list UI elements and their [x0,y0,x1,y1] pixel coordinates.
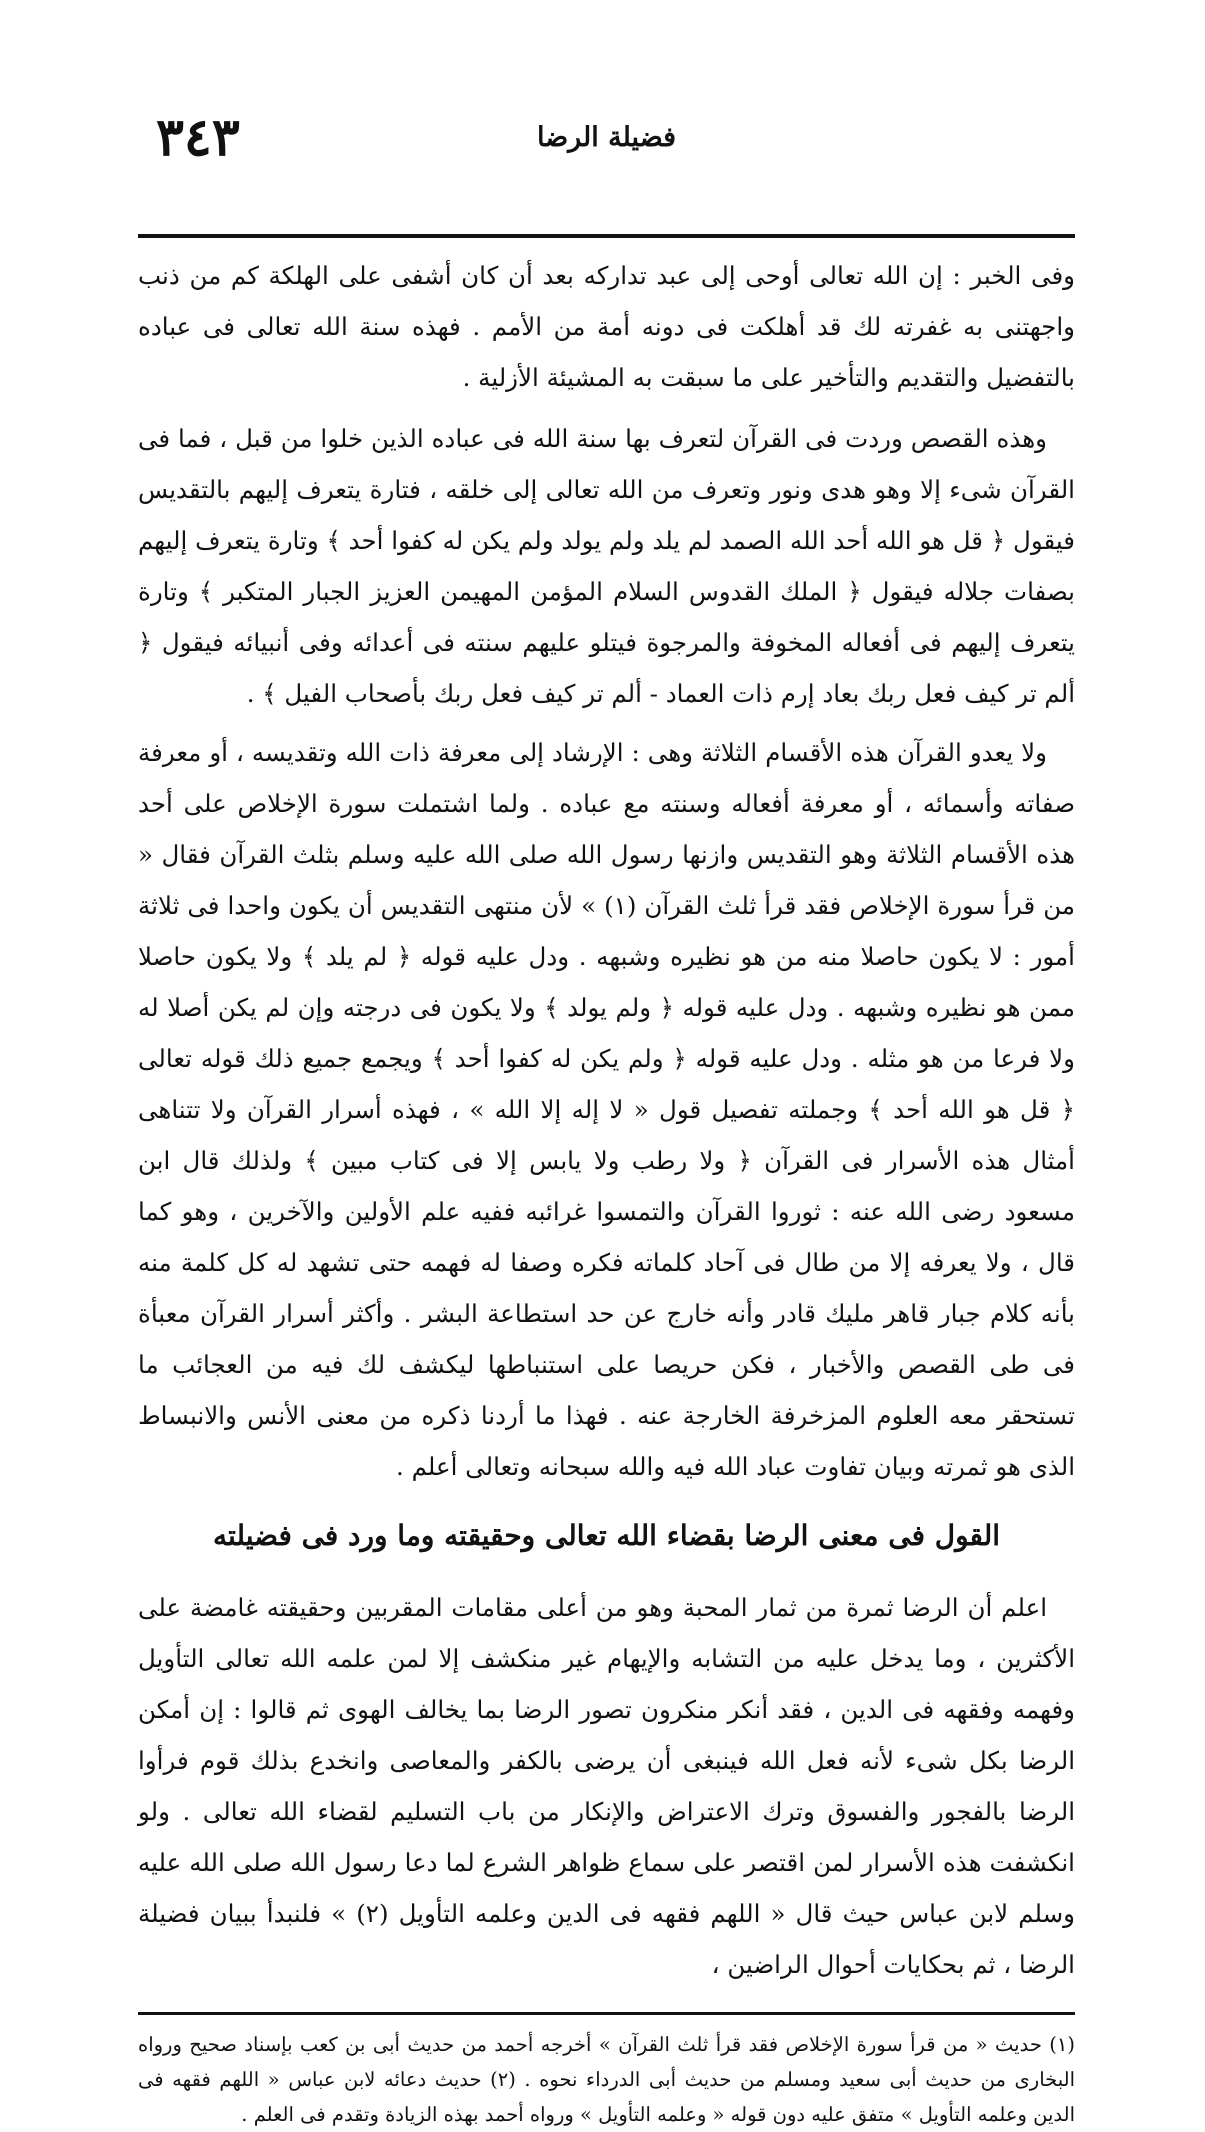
paragraph-hadith-intro: وفى الخبر : إن الله تعالى أوحى إلى عبد تداركه بعد أن كان أشفى على الهلكة كم من ذنب واجهتنى به غفرته لك قد أهلكت فى دونه أمة من الأمم . فهذه سنة الله تعالى فى عباده بالتفضيل والتقديم والتأخير على ما سبقت به المشيئة الأزلية . [138,261,1075,392]
running-title: فضيلة الرضا [536,122,677,153]
page-number: ٣٤٣ [156,107,240,168]
paragraph-quran-stories: وهذه القصص وردت فى القرآن لتعرف بها سنة الله فى عباده الذين خلوا من قبل ، فما فى القرآن شىء إلا وهو هدى ونور وتعرف من الله تعالى إلى خلقه ، فتارة يتعرف إليهم بالتقديس فيقول ﴿ قل هو الله أحد الله الصمد لم يلد ولم يولد ولم يكن له كفوا أحد ﴾ وتارة يتعرف إليهم بصفات جلاله فيقول ﴿ الملك القدوس السلام المؤمن المهيمن العزيز الجبار المتكبر ﴾ وتارة يتعرف إليهم فى أفعاله المخوفة والمرجوة فيتلو عليهم سنته فى أعدائه وفى أنبيائه فيقول ﴿ ألم تر كيف فعل ربك بعاد إرم ذات العماد - ألم تر كيف فعل ربك بأصحاب الفيل ﴾ . [138,424,1075,708]
footnote-divider [138,2012,1075,2015]
header-divider [138,234,1075,238]
section-heading: القول فى معنى الرضا بقضاء الله تعالى وحقيقته وما ورد فى فضيلته [212,1519,1001,1552]
paragraph-rida-meaning: اعلم أن الرضا ثمرة من ثمار المحبة وهو من أعلى مقامات المقربين وحقيقته غامضة على الأكثرين ، وما يدخل عليه من التشابه والإيهام غير منكشف إلا لمن علمه الله تعالى التأويل وفهمه وفقهه فى الدين ، فقد أنكر منكرون تصور الرضا بما يخالف الهوى ثم قالوا : إن أمكن الرضا بكل شىء لأنه فعل الله فينبغى أن يرضى بالكفر والمعاصى وانخدع بذلك قوم فرأوا الرضا بالفجور والفسوق وترك الاعتراض والإنكار من باب التسليم لقضاء الله تعالى . ولو انكشفت هذه الأسرار لمن اقتصر على سماع ظواهر الشرع لما دعا رسول الله صلى الله عليه وسلم لابن عباس حيث قال « اللهم فقهه فى الدين وعلمه التأويل (٢) » فلنبدأ ببيان فضيلة الرضا ، ثم بحكايات أحوال الراضين ، [138,1593,1075,1980]
page-header [138,70,1075,168]
footnotes: (١) حديث « من قرأ سورة الإخلاص فقد قرأ ثلث القرآن » أخرجه أحمد من حديث أبى بن كعب بإسناد صحيح ورواه البخارى من حديث أبى سعيد ومسلم من حديث أبى الدرداء نحوه . (٢) حديث دعائه لابن عباس « اللهم فقهه فى الدين وعلمه التأويل » متفق عليه دون قوله « وعلمه التأويل » ورواه أحمد بهذه الزيادة وتقدم فى العلم . [138,2033,1075,2127]
paragraph-three-divisions: ولا يعدو القرآن هذه الأقسام الثلاثة وهى : الإرشاد إلى معرفة ذات الله وتقديسه ، أو معرفة صفاته وأسمائه ، أو معرفة أفعاله وسنته مع عباده . ولما اشتملت سورة الإخلاص على أحد هذه الأقسام الثلاثة وهو التقديس وازنها رسول الله صلى الله عليه وسلم بثلث القرآن فقال « من قرأ سورة الإخلاص فقد قرأ ثلث القرآن (١) » لأن منتهى التقديس أن يكون واحدا فى ثلاثة أمور : لا يكون حاصلا منه من هو نظيره وشبهه . ودل عليه قوله ﴿ لم يلد ﴾ ولا يكون حاصلا ممن هو نظيره وشبهه . ودل عليه قوله ﴿ ولم يولد ﴾ ولا يكون فى درجته وإن لم يكن أصلا له ولا فرعا من هو مثله . ودل عليه قوله ﴿ ولم يكن له كفوا أحد ﴾ ويجمع جميع ذلك قوله تعالى ﴿ قل هو الله أحد ﴾ وجملته تفصيل قول « لا إله إلا الله » ، فهذه أسرار القرآن ولا تتناهى أمثال هذه الأسرار فى القرآن ﴿ ولا رطب ولا يابس إلا فى كتاب مبين ﴾ ولذلك قال ابن مسعود رضى الله عنه : ثوروا القرآن والتمسوا غرائبه ففيه علم الأولين والآخرين ، وهو كما قال ، ولا يعرفه إلا من طال فى آحاد كلماته فكره وصفا له فهمه حتى تشهد له كل كلمة منه بأنه كلام جبار قاهر مليك قادر وأنه خارج عن حد استطاعة البشر . وأكثر أسرار القرآن معبأة فى طى القصص والأخبار ، فكن حريصا على استنباطها ليكشف لك فيه من العجائب ما تستحقر معه العلوم المزخرفة الخارجة عنه . فهذا ما أردنا ذكره من معنى الأنس والانبساط الذى هو ثمرته وبيان تفاوت عباد الله فيه والله سبحانه وتعالى أعلم . [138,738,1075,1481]
